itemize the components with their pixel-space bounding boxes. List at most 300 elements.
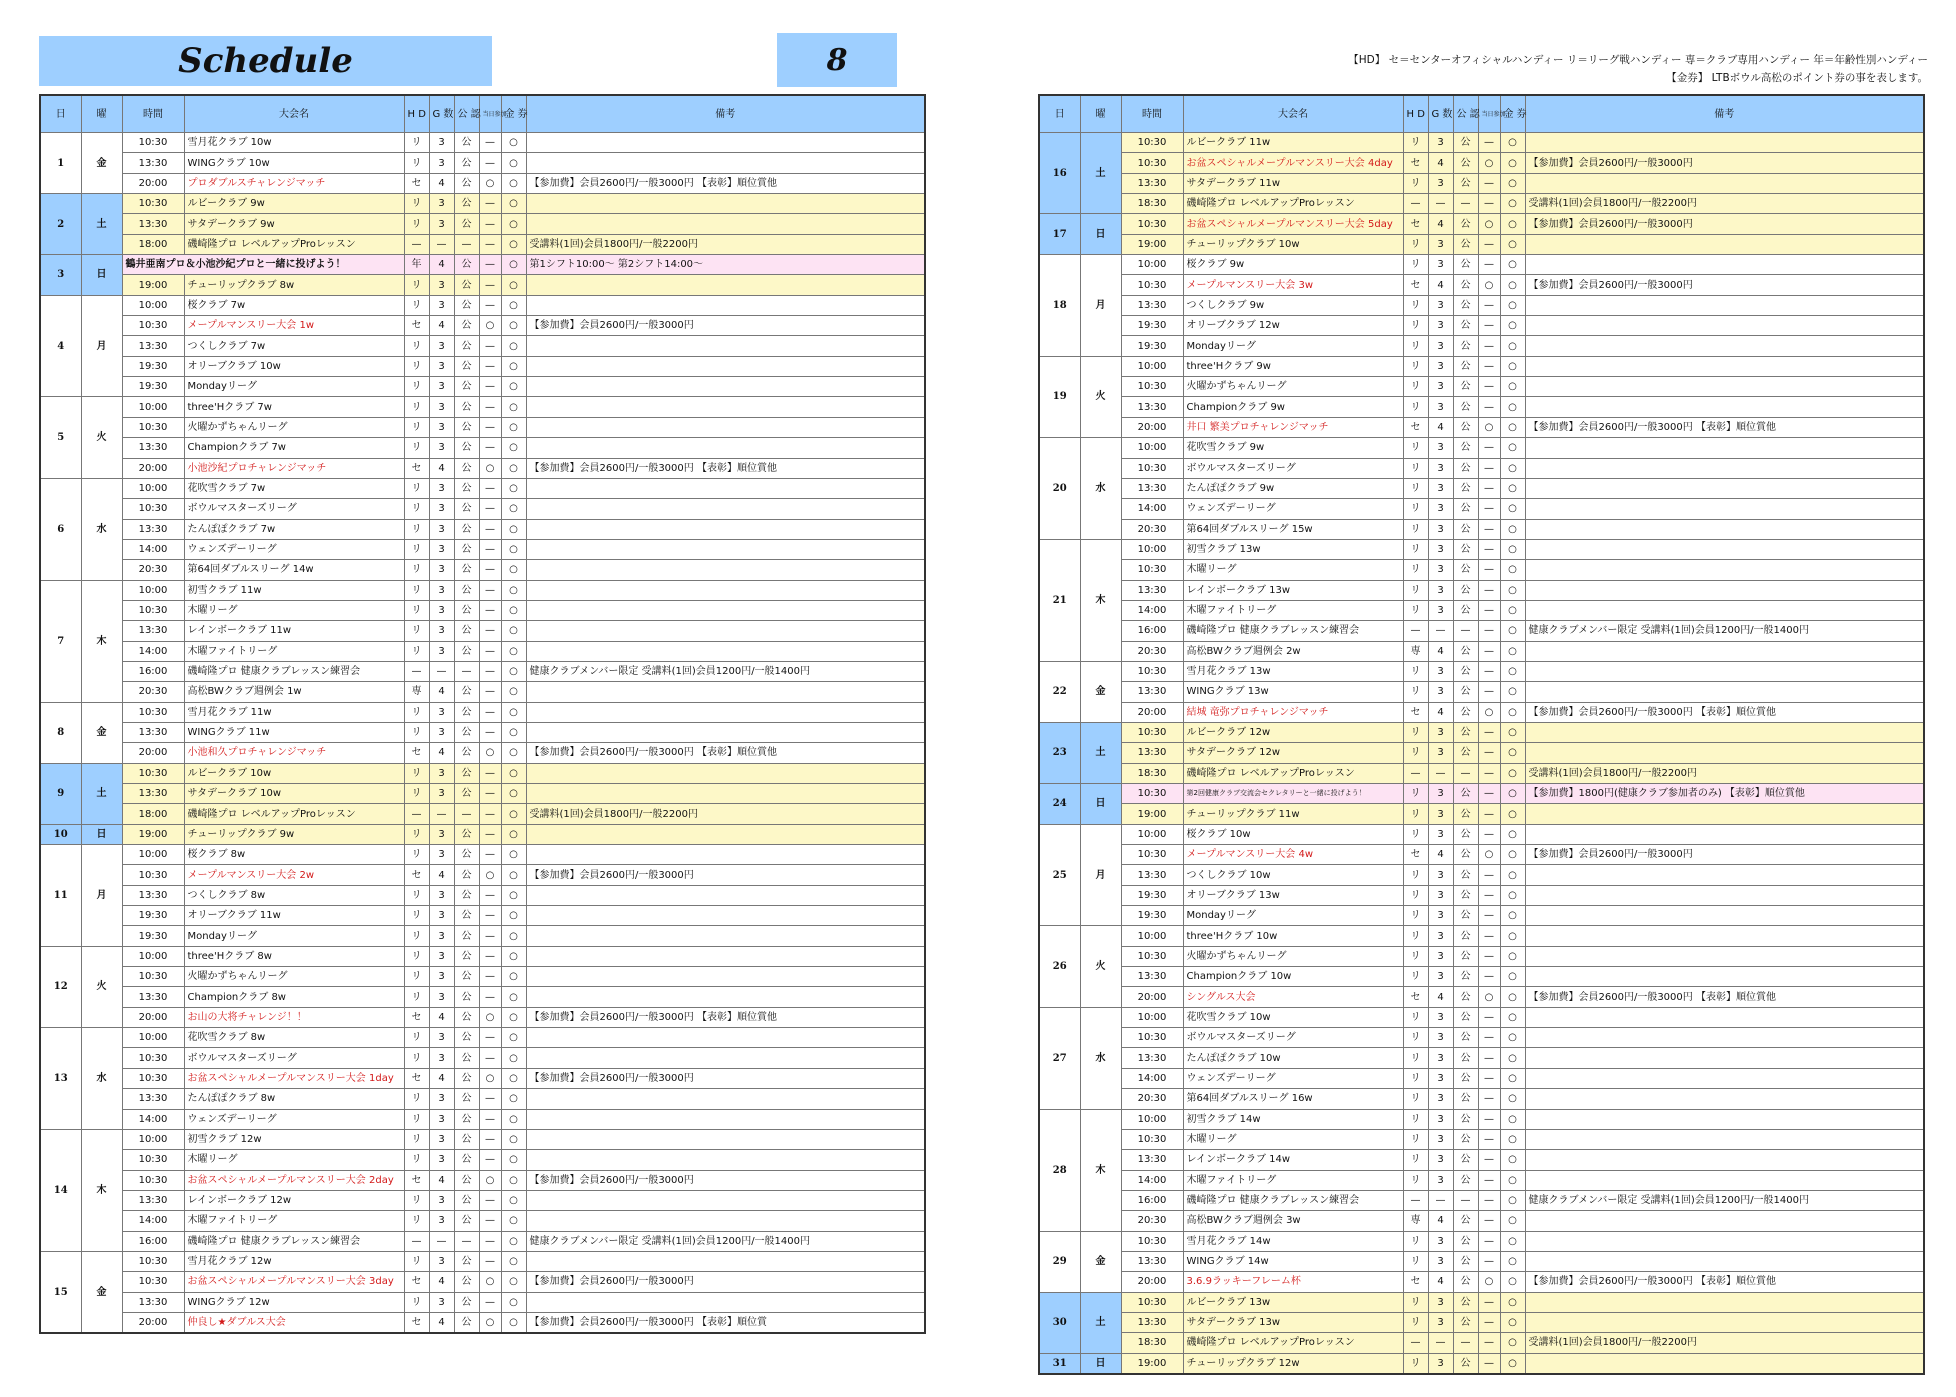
event-time: 10:00 — [122, 295, 184, 315]
handicap-type: リ — [404, 417, 429, 437]
voucher-mark: ○ — [1500, 784, 1525, 804]
same-day-entry: — — [1478, 906, 1500, 926]
table-row — [1039, 763, 1924, 783]
official-mark: — — [1453, 194, 1478, 214]
remarks — [1525, 824, 1924, 844]
table-row — [1039, 804, 1924, 824]
game-count: 4 — [429, 255, 454, 275]
event-time: 13:30 — [1121, 295, 1183, 315]
event-time: 13:30 — [1121, 1251, 1183, 1271]
day-of-week: 土 — [1080, 722, 1121, 783]
game-count: 3 — [429, 824, 454, 844]
official-mark: 公 — [1453, 865, 1478, 885]
game-count: — — [1428, 1190, 1453, 1210]
event-time: 13:30 — [122, 784, 184, 804]
game-count: 3 — [429, 1129, 454, 1149]
game-count: 3 — [429, 275, 454, 295]
event-name: ルビークラブ 11w — [1183, 133, 1403, 153]
official-mark: 公 — [454, 173, 479, 193]
remarks — [526, 824, 925, 844]
voucher-mark: ○ — [1500, 1007, 1525, 1027]
table-row — [40, 356, 925, 376]
game-count: 3 — [429, 1292, 454, 1312]
game-count: 3 — [1428, 499, 1453, 519]
voucher-mark: ○ — [501, 438, 526, 458]
handicap-type: — — [1403, 621, 1428, 641]
event-time: 19:30 — [1121, 316, 1183, 336]
event-time: 13:30 — [122, 438, 184, 458]
game-count: 3 — [1428, 356, 1453, 376]
event-name: 木曜ファイトリーグ — [184, 1211, 404, 1231]
table-row — [1039, 295, 1924, 315]
voucher-mark: ○ — [1500, 1353, 1525, 1374]
remarks: 【参加費】会員2600円/一般3000円 【表彰】順位賞他 — [1525, 987, 1924, 1007]
voucher-mark: ○ — [1500, 661, 1525, 681]
event-name: 雪月花クラブ 14w — [1183, 1231, 1403, 1251]
official-mark: 公 — [1453, 1150, 1478, 1170]
game-count: — — [429, 234, 454, 254]
same-day-entry: — — [479, 560, 501, 580]
handicap-type: 専 — [404, 682, 429, 702]
event-time: 16:00 — [122, 1231, 184, 1251]
handicap-type: リ — [1403, 560, 1428, 580]
same-day-entry: — — [479, 133, 501, 153]
voucher-mark: ○ — [501, 499, 526, 519]
game-count: 3 — [1428, 1007, 1453, 1027]
voucher-mark: ○ — [501, 743, 526, 763]
event-name: 木曜リーグ — [1183, 560, 1403, 580]
table-row — [1039, 1190, 1924, 1210]
game-count: 4 — [1428, 1272, 1453, 1292]
remarks — [526, 499, 925, 519]
event-time: 10:00 — [1121, 1007, 1183, 1027]
table-row — [1039, 1211, 1924, 1231]
header-row — [40, 95, 925, 133]
official-mark: 公 — [1453, 1353, 1478, 1374]
remarks: 【参加費】1800円(健康クラブ参加者のみ) 【表彰】順位賞他 — [1525, 784, 1924, 804]
remarks — [1525, 946, 1924, 966]
event-name: 木曜ファイトリーグ — [1183, 600, 1403, 620]
event-time: 10:30 — [122, 1170, 184, 1190]
day-number: 30 — [1039, 1292, 1080, 1353]
voucher-mark: ○ — [1500, 133, 1525, 153]
same-day-entry: ○ — [479, 1312, 501, 1333]
official-mark: 公 — [454, 1109, 479, 1129]
table-row — [1039, 784, 1924, 804]
official-mark: 公 — [454, 946, 479, 966]
remarks — [526, 194, 925, 214]
handicap-type: セ — [404, 1312, 429, 1333]
voucher-mark: ○ — [501, 865, 526, 885]
handicap-type: 年 — [404, 255, 429, 275]
header-tou: 当日参加 — [479, 95, 501, 133]
handicap-type: リ — [404, 1292, 429, 1312]
game-count: 3 — [429, 1150, 454, 1170]
table-row — [40, 438, 925, 458]
voucher-mark: ○ — [501, 295, 526, 315]
voucher-mark: ○ — [1500, 641, 1525, 661]
remarks — [526, 784, 925, 804]
same-day-entry: — — [1478, 397, 1500, 417]
remarks — [526, 1048, 925, 1068]
table-row — [1039, 621, 1924, 641]
table-row — [40, 722, 925, 742]
event-name: お盆スペシャルメープルマンスリー大会 4day — [1183, 153, 1403, 173]
handicap-type: リ — [1403, 173, 1428, 193]
handicap-type: リ — [404, 397, 429, 417]
event-name: ボウルマスターズリーグ — [184, 499, 404, 519]
header-ko: 公 認 — [454, 95, 479, 133]
remarks — [1525, 499, 1924, 519]
table-row — [40, 1272, 925, 1292]
table-row — [40, 458, 925, 478]
event-time: 10:30 — [1121, 1231, 1183, 1251]
event-name: メープルマンスリー大会 4w — [1183, 845, 1403, 865]
official-mark: 公 — [454, 438, 479, 458]
same-day-entry: — — [1478, 336, 1500, 356]
game-count: 3 — [1428, 1312, 1453, 1332]
event-time: 10:30 — [1121, 845, 1183, 865]
game-count: 3 — [429, 967, 454, 987]
game-count: 3 — [1428, 1292, 1453, 1312]
event-time: 20:30 — [1121, 641, 1183, 661]
event-name: Mondayリーグ — [184, 377, 404, 397]
handicap-type: セ — [1403, 417, 1428, 437]
same-day-entry: — — [1478, 1150, 1500, 1170]
event-time: 10:30 — [122, 316, 184, 336]
voucher-mark: ○ — [501, 417, 526, 437]
official-mark: 公 — [454, 1251, 479, 1271]
remarks — [526, 946, 925, 966]
handicap-type: リ — [1403, 1089, 1428, 1109]
same-day-entry: — — [1478, 1231, 1500, 1251]
same-day-entry: — — [479, 1028, 501, 1048]
handicap-type: セ — [404, 1170, 429, 1190]
official-mark: 公 — [454, 641, 479, 661]
event-time: 10:00 — [1121, 255, 1183, 275]
same-day-entry: — — [479, 906, 501, 926]
handicap-type: — — [404, 234, 429, 254]
official-mark: 公 — [454, 1068, 479, 1088]
remarks — [526, 600, 925, 620]
table-row — [1039, 906, 1924, 926]
remarks — [526, 1292, 925, 1312]
event-time: 14:00 — [1121, 1068, 1183, 1088]
handicap-type: リ — [404, 987, 429, 1007]
day-number: 19 — [1039, 356, 1080, 437]
game-count: 3 — [1428, 1028, 1453, 1048]
event-time: 19:00 — [1121, 804, 1183, 824]
official-mark: 公 — [454, 600, 479, 620]
remarks — [526, 377, 925, 397]
voucher-mark: ○ — [501, 702, 526, 722]
official-mark: — — [454, 1231, 479, 1251]
voucher-mark: ○ — [501, 1089, 526, 1109]
event-name: WINGクラブ 11w — [184, 722, 404, 742]
schedule-table-right — [1038, 94, 1925, 1375]
same-day-entry: — — [479, 417, 501, 437]
official-mark: 公 — [454, 1170, 479, 1190]
same-day-entry: — — [479, 722, 501, 742]
event-time: 13:30 — [122, 987, 184, 1007]
header-dow: 曜 — [81, 95, 122, 133]
event-name: メープルマンスリー大会 3w — [1183, 275, 1403, 295]
day-of-week: 火 — [1080, 926, 1121, 1007]
table-row — [40, 580, 925, 600]
table-row — [40, 1312, 925, 1333]
official-mark: 公 — [1453, 356, 1478, 376]
table-row — [40, 1109, 925, 1129]
handicap-type: リ — [404, 885, 429, 905]
handicap-type: リ — [1403, 1312, 1428, 1332]
official-mark: 公 — [454, 784, 479, 804]
handicap-type: — — [1403, 1190, 1428, 1210]
official-mark: 公 — [1453, 600, 1478, 620]
same-day-entry: — — [479, 682, 501, 702]
game-count: 3 — [429, 519, 454, 539]
official-mark: 公 — [1453, 255, 1478, 275]
table-row — [40, 845, 925, 865]
remarks: 【参加費】会員2600円/一般3000円 — [526, 1170, 925, 1190]
voucher-mark: ○ — [501, 478, 526, 498]
event-name: three'Hクラブ 7w — [184, 397, 404, 417]
game-count: 3 — [1428, 1109, 1453, 1129]
day-of-week: 日 — [1080, 214, 1121, 255]
same-day-entry: — — [479, 987, 501, 1007]
handicap-type: リ — [404, 377, 429, 397]
event-time: 19:30 — [122, 377, 184, 397]
same-day-entry: — — [1478, 661, 1500, 681]
handicap-type: リ — [1403, 722, 1428, 742]
official-mark: 公 — [454, 275, 479, 295]
game-count: 3 — [429, 1048, 454, 1068]
remarks: 健康クラブメンバー限定 受講料(1回)会員1200円/一般1400円 — [1525, 1190, 1924, 1210]
day-number: 11 — [40, 845, 81, 947]
handicap-type: リ — [1403, 1251, 1428, 1271]
voucher-mark: ○ — [501, 1007, 526, 1027]
table-row — [40, 763, 925, 783]
remarks — [526, 356, 925, 376]
remarks: 【参加費】会員2600円/一般3000円 【表彰】順位賞他 — [1525, 1272, 1924, 1292]
handicap-type: — — [404, 1231, 429, 1251]
same-day-entry: — — [1478, 1048, 1500, 1068]
event-name: 初雪クラブ 11w — [184, 580, 404, 600]
table-row — [40, 600, 925, 620]
official-mark: 公 — [454, 478, 479, 498]
event-name: 磯崎隆プロ レベルアップProレッスン — [1183, 194, 1403, 214]
table-row — [1039, 133, 1924, 153]
same-day-entry: — — [479, 580, 501, 600]
voucher-mark: ○ — [501, 153, 526, 173]
game-count: 3 — [429, 621, 454, 641]
same-day-entry: ○ — [1478, 845, 1500, 865]
table-row — [1039, 702, 1924, 722]
table-row — [40, 743, 925, 763]
day-of-week: 月 — [1080, 824, 1121, 926]
handicap-type: リ — [1403, 1048, 1428, 1068]
handicap-type: リ — [404, 1028, 429, 1048]
handicap-type: リ — [404, 560, 429, 580]
header-tou: 当日参加 — [1478, 95, 1500, 133]
event-name: 小池和久プロチャレンジマッチ — [184, 743, 404, 763]
game-count: 3 — [1428, 377, 1453, 397]
handicap-type: リ — [1403, 1231, 1428, 1251]
handicap-type: リ — [1403, 926, 1428, 946]
event-name: WINGクラブ 14w — [1183, 1251, 1403, 1271]
game-count: — — [1428, 763, 1453, 783]
event-name: 磯崎隆プロ 健康クラブレッスン練習会 — [1183, 1190, 1403, 1210]
remarks: 【参加費】会員2600円/一般3000円 — [1525, 153, 1924, 173]
voucher-mark: ○ — [501, 194, 526, 214]
table-row — [1039, 194, 1924, 214]
handicap-type: セ — [1403, 275, 1428, 295]
event-name: Mondayリーグ — [1183, 906, 1403, 926]
voucher-mark: ○ — [501, 906, 526, 926]
handicap-type: リ — [1403, 906, 1428, 926]
same-day-entry: — — [1478, 621, 1500, 641]
game-count: 3 — [1428, 804, 1453, 824]
table-row — [1039, 722, 1924, 742]
same-day-entry: — — [1478, 784, 1500, 804]
table-row — [1039, 641, 1924, 661]
event-name: 高松BWクラブ週例会 2w — [1183, 641, 1403, 661]
handicap-type: セ — [1403, 214, 1428, 234]
voucher-mark: ○ — [501, 722, 526, 742]
event-time: 20:30 — [1121, 1211, 1183, 1231]
event-time: 20:30 — [1121, 1089, 1183, 1109]
event-name: メープルマンスリー大会 2w — [184, 865, 404, 885]
handicap-type: リ — [1403, 865, 1428, 885]
event-name: three'Hクラブ 8w — [184, 946, 404, 966]
remarks — [1525, 1211, 1924, 1231]
event-name: プロダブルスチャレンジマッチ — [184, 173, 404, 193]
event-name: 磯崎隆プロ レベルアップProレッスン — [1183, 763, 1403, 783]
handicap-type: リ — [1403, 885, 1428, 905]
official-mark: 公 — [1453, 1068, 1478, 1088]
voucher-mark: ○ — [501, 1231, 526, 1251]
same-day-entry: — — [479, 967, 501, 987]
remarks — [1525, 885, 1924, 905]
event-name: WINGクラブ 13w — [1183, 682, 1403, 702]
game-count: 3 — [1428, 1150, 1453, 1170]
official-mark: 公 — [1453, 661, 1478, 681]
same-day-entry: — — [1478, 946, 1500, 966]
game-count: 3 — [429, 722, 454, 742]
official-mark: 公 — [1453, 1007, 1478, 1027]
table-row — [40, 967, 925, 987]
voucher-mark: ○ — [1500, 682, 1525, 702]
event-name: 火曜かずちゃんリーグ — [184, 417, 404, 437]
remarks — [526, 214, 925, 234]
game-count: 3 — [429, 478, 454, 498]
game-count: 3 — [1428, 397, 1453, 417]
table-row — [1039, 255, 1924, 275]
table-row — [40, 153, 925, 173]
voucher-mark: ○ — [501, 1292, 526, 1312]
game-count: 3 — [429, 1109, 454, 1129]
official-mark: 公 — [454, 906, 479, 926]
remarks: 【参加費】会員2600円/一般3000円 【表彰】順位賞他 — [1525, 417, 1924, 437]
voucher-mark: ○ — [1500, 336, 1525, 356]
voucher-mark: ○ — [1500, 1231, 1525, 1251]
table-row — [40, 1048, 925, 1068]
handicap-type: セ — [1403, 987, 1428, 1007]
event-time: 10:30 — [1121, 1129, 1183, 1149]
event-time: 10:30 — [1121, 722, 1183, 742]
same-day-entry: — — [1478, 478, 1500, 498]
table-row — [1039, 1292, 1924, 1312]
event-time: 13:30 — [1121, 580, 1183, 600]
official-mark: 公 — [454, 580, 479, 600]
event-time: 13:30 — [122, 153, 184, 173]
voucher-mark: ○ — [1500, 926, 1525, 946]
table-row — [1039, 478, 1924, 498]
event-name: 花吹雪クラブ 10w — [1183, 1007, 1403, 1027]
day-number: 10 — [40, 824, 81, 844]
voucher-mark: ○ — [501, 316, 526, 336]
game-count: 3 — [429, 1028, 454, 1048]
same-day-entry: — — [1478, 499, 1500, 519]
event-name: つくしクラブ 8w — [184, 885, 404, 905]
official-mark: 公 — [454, 499, 479, 519]
table-row — [40, 824, 925, 844]
handicap-type: リ — [404, 519, 429, 539]
same-day-entry: — — [479, 194, 501, 214]
handicap-type: セ — [404, 1007, 429, 1027]
event-name: Championクラブ 10w — [1183, 967, 1403, 987]
same-day-entry: — — [1478, 967, 1500, 987]
game-count: 3 — [1428, 600, 1453, 620]
voucher-mark: ○ — [1500, 539, 1525, 559]
remarks: 【参加費】会員2600円/一般3000円 【表彰】順位賞 — [526, 1312, 925, 1333]
table-row — [40, 1068, 925, 1088]
game-count: 3 — [429, 926, 454, 946]
remarks — [1525, 580, 1924, 600]
event-time: 13:30 — [122, 336, 184, 356]
voucher-mark: ○ — [501, 397, 526, 417]
event-name: ボウルマスターズリーグ — [1183, 1028, 1403, 1048]
remarks: 【参加費】会員2600円/一般3000円 【表彰】順位賞他 — [526, 458, 925, 478]
event-name: レインボークラブ 11w — [184, 621, 404, 641]
table-row — [40, 1251, 925, 1271]
voucher-mark: ○ — [1500, 255, 1525, 275]
same-day-entry: — — [479, 885, 501, 905]
voucher-mark: ○ — [501, 519, 526, 539]
same-day-entry: ○ — [1478, 702, 1500, 722]
same-day-entry: — — [1478, 377, 1500, 397]
official-mark: 公 — [1453, 1211, 1478, 1231]
same-day-entry: — — [479, 214, 501, 234]
remarks — [1525, 397, 1924, 417]
day-of-week: 金 — [81, 702, 122, 763]
remarks — [1525, 1170, 1924, 1190]
event-time: 13:30 — [122, 1190, 184, 1210]
voucher-mark: ○ — [501, 600, 526, 620]
table-row — [40, 295, 925, 315]
event-name: Championクラブ 7w — [184, 438, 404, 458]
game-count: 3 — [429, 499, 454, 519]
handicap-type: リ — [404, 946, 429, 966]
table-row — [1039, 1048, 1924, 1068]
official-mark: — — [1453, 1333, 1478, 1353]
table-row — [1039, 1129, 1924, 1149]
event-name: 小池沙紀プロチャレンジマッチ — [184, 458, 404, 478]
same-day-entry: — — [1478, 1089, 1500, 1109]
remarks — [526, 580, 925, 600]
event-name: ボウルマスターズリーグ — [184, 1048, 404, 1068]
official-mark: 公 — [1453, 1251, 1478, 1271]
game-count: 3 — [429, 356, 454, 376]
